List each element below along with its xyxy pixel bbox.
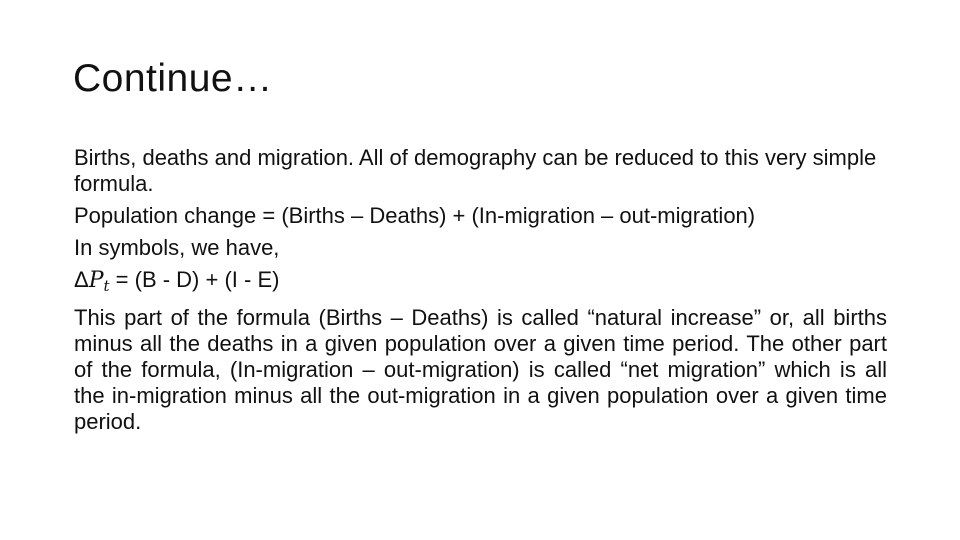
formula-rest: = (B - D) + (I - E)	[109, 267, 280, 292]
slide-body	[74, 145, 887, 441]
formula-symbol-p: P	[88, 268, 104, 293]
paragraph-in-symbols: In symbols, we have,	[74, 235, 280, 260]
formula-subscript-t: t	[103, 277, 110, 295]
formula	[74, 267, 279, 299]
slide-title: Continue…	[73, 57, 273, 100]
paragraph-population-change: Population change = (Births – Deaths) + (In-migration – out-migration)	[74, 203, 756, 228]
paragraph-intro: Births, deaths and migration. All of demography can be reduced to this very simple formula.	[74, 145, 877, 196]
formula-delta: Δ	[74, 267, 89, 292]
formula-line	[74, 267, 887, 299]
paragraph-explanation: This part of the formula (Births – Deaths) is called “natural increase” or, all births minus all the deaths in a given population over a given time period. The other part of the formula, (In-migration – out-migration) is called “net migration” which is all the in-migration minus all the out-migration in a given population over a given time period.	[74, 305, 887, 434]
